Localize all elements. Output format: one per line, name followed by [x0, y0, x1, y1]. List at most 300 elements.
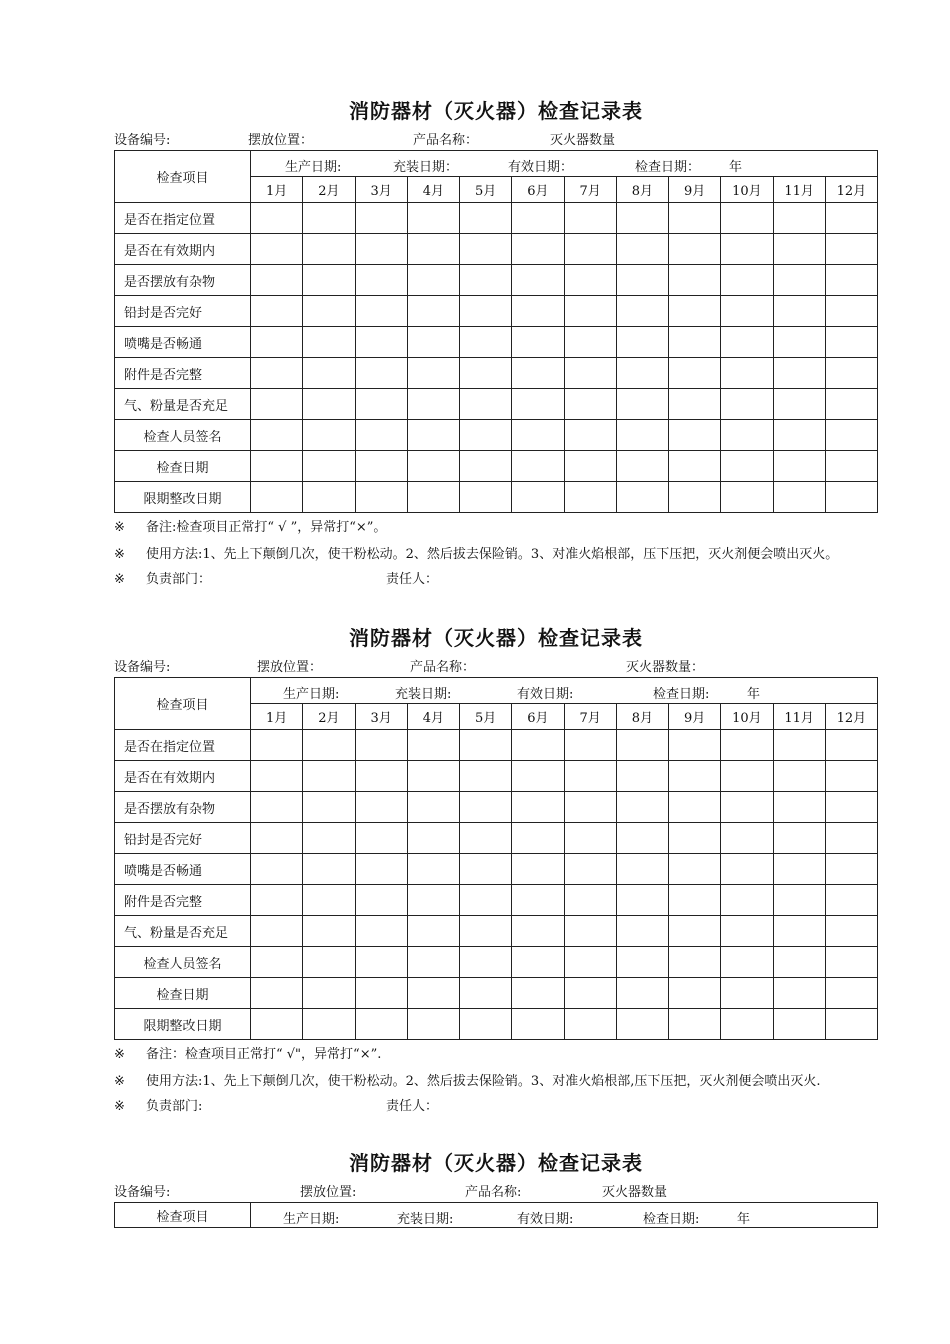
check-cell[interactable]	[355, 420, 407, 451]
check-cell[interactable]	[512, 358, 564, 389]
check-cell[interactable]	[512, 203, 564, 234]
check-cell[interactable]	[721, 358, 773, 389]
month-header: 9月	[669, 177, 721, 203]
check-cell[interactable]	[825, 327, 877, 358]
check-cell[interactable]	[355, 265, 407, 296]
check-cell[interactable]	[669, 296, 721, 327]
check-cell[interactable]	[512, 916, 564, 947]
product-name-label: 产品名称：	[413, 133, 479, 148]
production-date-label: 生产日期:	[283, 687, 340, 702]
check-cell[interactable]	[460, 296, 512, 327]
check-cell[interactable]	[303, 947, 355, 978]
check-cell[interactable]	[773, 234, 825, 265]
remark-text: 备注:检查项目正常打“ √ ”，异常打“×”。	[146, 520, 387, 535]
check-cell[interactable]	[669, 978, 721, 1009]
check-cell[interactable]	[407, 761, 459, 792]
check-cell[interactable]	[460, 203, 512, 234]
check-cell[interactable]	[564, 234, 616, 265]
check-cell[interactable]	[251, 420, 303, 451]
check-cell[interactable]	[460, 730, 512, 761]
check-cell[interactable]	[407, 482, 459, 513]
check-cell[interactable]	[303, 730, 355, 761]
check-cell[interactable]	[669, 420, 721, 451]
check-cell[interactable]	[825, 203, 877, 234]
check-cell[interactable]	[251, 854, 303, 885]
check-cell[interactable]	[721, 420, 773, 451]
check-cell[interactable]	[512, 947, 564, 978]
check-cell[interactable]	[460, 358, 512, 389]
check-cell[interactable]	[616, 947, 668, 978]
note-mark: ※	[114, 520, 125, 535]
check-cell[interactable]	[616, 203, 668, 234]
check-cell[interactable]	[251, 792, 303, 823]
row-label: 检查日期	[115, 451, 251, 482]
check-cell[interactable]	[355, 730, 407, 761]
check-cell[interactable]	[407, 389, 459, 420]
check-cell[interactable]	[460, 482, 512, 513]
check-cell[interactable]	[721, 1009, 773, 1040]
check-cell[interactable]	[407, 947, 459, 978]
check-cell[interactable]	[303, 978, 355, 1009]
row-label: 附件是否完整	[115, 358, 251, 389]
check-cell[interactable]	[512, 854, 564, 885]
check-cell[interactable]	[721, 296, 773, 327]
check-cell[interactable]	[251, 327, 303, 358]
check-cell[interactable]	[251, 389, 303, 420]
check-cell[interactable]	[564, 916, 616, 947]
table-row	[115, 482, 878, 513]
check-cell[interactable]	[251, 203, 303, 234]
check-cell[interactable]	[512, 420, 564, 451]
check-cell[interactable]	[773, 854, 825, 885]
check-cell[interactable]	[773, 327, 825, 358]
table-row	[115, 947, 878, 978]
check-cell[interactable]	[773, 792, 825, 823]
check-cell[interactable]	[460, 761, 512, 792]
check-cell[interactable]	[251, 761, 303, 792]
month-header: 12月	[825, 704, 877, 730]
table-row	[115, 389, 878, 420]
check-cell[interactable]	[251, 947, 303, 978]
check-cell[interactable]	[564, 389, 616, 420]
check-cell[interactable]	[721, 451, 773, 482]
check-cell[interactable]	[303, 916, 355, 947]
check-cell[interactable]	[564, 1009, 616, 1040]
inspect-item-header: 检查项目	[115, 151, 251, 203]
check-cell[interactable]	[773, 730, 825, 761]
quantity-label: 灭火器数量：	[626, 660, 705, 675]
check-cell[interactable]	[616, 761, 668, 792]
check-cell[interactable]	[669, 823, 721, 854]
check-cell[interactable]	[825, 234, 877, 265]
check-cell[interactable]	[407, 234, 459, 265]
check-cell[interactable]	[825, 296, 877, 327]
check-cell[interactable]	[669, 854, 721, 885]
check-cell[interactable]	[773, 296, 825, 327]
check-cell[interactable]	[407, 420, 459, 451]
check-cell[interactable]	[355, 451, 407, 482]
check-cell[interactable]	[616, 234, 668, 265]
remark-note	[114, 1042, 878, 1068]
check-cell[interactable]	[303, 389, 355, 420]
check-cell[interactable]	[251, 296, 303, 327]
check-cell[interactable]	[773, 947, 825, 978]
row-label: 限期整改日期	[115, 1009, 251, 1040]
check-cell[interactable]	[669, 389, 721, 420]
check-cell[interactable]	[721, 916, 773, 947]
table-row	[115, 854, 878, 885]
check-cell[interactable]	[512, 296, 564, 327]
check-cell[interactable]	[825, 482, 877, 513]
check-cell[interactable]	[616, 916, 668, 947]
check-cell[interactable]	[721, 978, 773, 1009]
check-cell[interactable]	[460, 916, 512, 947]
check-cell[interactable]	[825, 854, 877, 885]
check-cell[interactable]	[303, 482, 355, 513]
month-header: 7月	[564, 704, 616, 730]
row-label: 铅封是否完好	[115, 823, 251, 854]
check-cell[interactable]	[616, 358, 668, 389]
check-cell[interactable]	[721, 792, 773, 823]
check-cell[interactable]	[407, 730, 459, 761]
location-label: 摆放位置：	[257, 660, 323, 675]
usage-text: 使用方法:1、先上下颠倒几次，使干粉松动。2、然后拔去保险销。3、对准火焰根部，压下压把，灭火剂便会喷出灭火。	[146, 547, 839, 562]
check-cell[interactable]	[616, 978, 668, 1009]
check-cell[interactable]	[355, 358, 407, 389]
check-cell[interactable]	[825, 451, 877, 482]
check-cell[interactable]	[251, 885, 303, 916]
check-cell[interactable]	[303, 451, 355, 482]
check-cell[interactable]	[407, 823, 459, 854]
check-cell[interactable]	[407, 265, 459, 296]
check-cell[interactable]	[355, 234, 407, 265]
table-row	[115, 730, 878, 761]
row-label: 是否摆放有杂物	[115, 265, 251, 296]
check-cell[interactable]	[669, 234, 721, 265]
check-cell[interactable]	[564, 792, 616, 823]
year-label: 年	[747, 687, 761, 702]
check-cell[interactable]	[669, 730, 721, 761]
check-cell[interactable]	[773, 203, 825, 234]
check-cell[interactable]	[773, 389, 825, 420]
check-cell[interactable]	[512, 265, 564, 296]
check-cell[interactable]	[512, 978, 564, 1009]
check-cell[interactable]	[460, 792, 512, 823]
check-cell[interactable]	[407, 203, 459, 234]
check-cell[interactable]	[512, 327, 564, 358]
check-cell[interactable]	[721, 885, 773, 916]
check-cell[interactable]	[616, 265, 668, 296]
form-title: 消防器材（灭火器）检查记录表	[349, 99, 643, 123]
check-cell[interactable]	[407, 854, 459, 885]
check-cell[interactable]	[669, 761, 721, 792]
inspect-item-header: 检查项目	[115, 1203, 251, 1228]
check-cell[interactable]	[721, 482, 773, 513]
row-label: 铅封是否完好	[115, 296, 251, 327]
check-cell[interactable]	[669, 451, 721, 482]
check-cell[interactable]	[303, 1009, 355, 1040]
check-cell[interactable]	[355, 916, 407, 947]
check-cell[interactable]	[460, 1009, 512, 1040]
check-cell[interactable]	[669, 792, 721, 823]
check-cell[interactable]	[616, 792, 668, 823]
device-no-label: 设备编号:	[114, 133, 171, 148]
check-cell[interactable]	[669, 916, 721, 947]
check-cell[interactable]	[355, 947, 407, 978]
check-cell[interactable]	[460, 978, 512, 1009]
check-cell[interactable]	[773, 823, 825, 854]
check-cell[interactable]	[773, 916, 825, 947]
month-header: 6月	[512, 177, 564, 203]
check-cell[interactable]	[721, 730, 773, 761]
check-cell[interactable]	[721, 947, 773, 978]
check-cell[interactable]	[773, 885, 825, 916]
check-cell[interactable]	[407, 358, 459, 389]
check-cell[interactable]	[616, 327, 668, 358]
check-cell[interactable]	[721, 327, 773, 358]
check-cell[interactable]	[355, 792, 407, 823]
dates-header	[251, 1203, 878, 1228]
check-cell[interactable]	[669, 358, 721, 389]
check-cell[interactable]	[825, 978, 877, 1009]
check-cell[interactable]	[825, 947, 877, 978]
check-cell[interactable]	[303, 358, 355, 389]
check-cell[interactable]	[825, 823, 877, 854]
month-header: 1月	[251, 177, 303, 203]
form-meta	[114, 653, 878, 677]
check-cell[interactable]	[355, 885, 407, 916]
table-row	[115, 792, 878, 823]
check-cell[interactable]	[407, 327, 459, 358]
check-cell[interactable]	[669, 203, 721, 234]
check-cell[interactable]	[825, 916, 877, 947]
month-header: 8月	[616, 704, 668, 730]
quantity-label: 灭火器数量	[550, 133, 616, 148]
check-cell[interactable]	[512, 451, 564, 482]
check-cell[interactable]	[825, 885, 877, 916]
check-cell[interactable]	[251, 358, 303, 389]
check-cell[interactable]	[303, 761, 355, 792]
check-cell[interactable]	[825, 389, 877, 420]
check-cell[interactable]	[512, 389, 564, 420]
table-row	[115, 978, 878, 1009]
check-cell[interactable]	[825, 730, 877, 761]
check-cell[interactable]	[825, 1009, 877, 1040]
usage-note	[114, 541, 878, 567]
check-cell[interactable]	[251, 451, 303, 482]
check-cell[interactable]	[460, 327, 512, 358]
check-cell[interactable]	[251, 482, 303, 513]
check-cell[interactable]	[616, 1009, 668, 1040]
check-cell[interactable]	[251, 234, 303, 265]
check-cell[interactable]	[460, 234, 512, 265]
check-cell[interactable]	[355, 1009, 407, 1040]
dates-header	[251, 678, 878, 704]
check-cell[interactable]	[512, 823, 564, 854]
check-cell[interactable]	[303, 792, 355, 823]
check-cell[interactable]	[773, 1009, 825, 1040]
check-cell[interactable]	[616, 730, 668, 761]
check-cell[interactable]	[355, 823, 407, 854]
check-cell[interactable]	[407, 1009, 459, 1040]
check-cell[interactable]	[355, 389, 407, 420]
check-cell[interactable]	[773, 482, 825, 513]
check-cell[interactable]	[721, 203, 773, 234]
check-cell[interactable]	[355, 761, 407, 792]
check-cell[interactable]	[564, 947, 616, 978]
check-cell[interactable]	[251, 978, 303, 1009]
check-cell[interactable]	[616, 451, 668, 482]
check-cell[interactable]	[460, 885, 512, 916]
check-cell[interactable]	[460, 823, 512, 854]
check-cell[interactable]	[460, 389, 512, 420]
check-cell[interactable]	[616, 420, 668, 451]
check-cell[interactable]	[773, 358, 825, 389]
check-cell[interactable]	[460, 854, 512, 885]
check-cell[interactable]	[355, 978, 407, 1009]
check-cell[interactable]	[303, 854, 355, 885]
check-cell[interactable]	[460, 947, 512, 978]
check-cell[interactable]	[303, 203, 355, 234]
month-header: 12月	[825, 177, 877, 203]
check-cell[interactable]	[251, 730, 303, 761]
form-meta	[114, 1178, 878, 1202]
check-cell[interactable]	[564, 358, 616, 389]
check-cell[interactable]	[721, 823, 773, 854]
check-cell[interactable]	[616, 296, 668, 327]
check-cell[interactable]	[564, 451, 616, 482]
check-cell[interactable]	[303, 265, 355, 296]
check-cell[interactable]	[355, 327, 407, 358]
check-cell[interactable]	[564, 327, 616, 358]
month-header: 11月	[773, 704, 825, 730]
check-cell[interactable]	[773, 420, 825, 451]
check-cell[interactable]	[825, 792, 877, 823]
month-header: 2月	[303, 177, 355, 203]
check-cell[interactable]	[564, 854, 616, 885]
check-cell[interactable]	[407, 451, 459, 482]
table-row	[115, 358, 878, 389]
check-cell[interactable]	[721, 265, 773, 296]
check-cell[interactable]	[251, 916, 303, 947]
check-cell[interactable]	[564, 823, 616, 854]
dates-header-row	[115, 1203, 878, 1228]
check-cell[interactable]	[460, 265, 512, 296]
check-cell[interactable]	[251, 823, 303, 854]
row-label: 气、粉量是否充足	[115, 389, 251, 420]
check-date-label: 检查日期:	[653, 687, 710, 702]
form-meta	[114, 126, 878, 150]
check-cell[interactable]	[303, 296, 355, 327]
check-cell[interactable]	[355, 203, 407, 234]
check-cell[interactable]	[825, 761, 877, 792]
check-cell[interactable]	[512, 1009, 564, 1040]
check-cell[interactable]	[825, 420, 877, 451]
check-cell[interactable]	[721, 234, 773, 265]
check-cell[interactable]	[616, 885, 668, 916]
check-cell[interactable]	[564, 296, 616, 327]
check-cell[interactable]	[303, 420, 355, 451]
responsibility-note	[114, 567, 878, 593]
check-cell[interactable]	[616, 823, 668, 854]
check-cell[interactable]	[303, 327, 355, 358]
check-cell[interactable]	[407, 978, 459, 1009]
check-cell[interactable]	[251, 265, 303, 296]
check-cell[interactable]	[564, 482, 616, 513]
check-cell[interactable]	[355, 296, 407, 327]
check-cell[interactable]	[512, 482, 564, 513]
check-cell[interactable]	[564, 730, 616, 761]
fill-date-label: 充装日期:	[397, 1212, 454, 1227]
check-cell[interactable]	[773, 761, 825, 792]
check-cell[interactable]	[773, 451, 825, 482]
check-cell[interactable]	[512, 761, 564, 792]
check-cell[interactable]	[616, 482, 668, 513]
check-cell[interactable]	[512, 792, 564, 823]
check-cell[interactable]	[669, 947, 721, 978]
check-cell[interactable]	[460, 420, 512, 451]
check-cell[interactable]	[512, 885, 564, 916]
check-cell[interactable]	[616, 389, 668, 420]
check-cell[interactable]	[564, 978, 616, 1009]
year-label: 年	[737, 1212, 751, 1227]
dept-label: 负责部门:	[146, 1099, 203, 1114]
check-cell[interactable]	[825, 358, 877, 389]
check-cell[interactable]	[355, 854, 407, 885]
check-cell[interactable]	[303, 885, 355, 916]
check-cell[interactable]	[825, 265, 877, 296]
check-cell[interactable]	[721, 761, 773, 792]
inspection-form-2	[114, 623, 878, 1120]
check-cell[interactable]	[564, 203, 616, 234]
inspect-item-header: 检查项目	[115, 678, 251, 730]
check-cell[interactable]	[669, 482, 721, 513]
check-cell[interactable]	[460, 451, 512, 482]
check-cell[interactable]	[669, 885, 721, 916]
check-cell[interactable]	[721, 389, 773, 420]
check-cell[interactable]	[355, 482, 407, 513]
check-cell[interactable]	[564, 885, 616, 916]
check-cell[interactable]	[773, 265, 825, 296]
check-cell[interactable]	[669, 327, 721, 358]
check-cell[interactable]	[616, 854, 668, 885]
check-cell[interactable]	[407, 885, 459, 916]
location-label: 摆放位置：	[248, 133, 314, 148]
dates-header-row	[115, 151, 878, 177]
fill-date-label: 充装日期:	[395, 687, 452, 702]
check-cell[interactable]	[564, 761, 616, 792]
check-cell[interactable]	[669, 1009, 721, 1040]
check-cell[interactable]	[564, 420, 616, 451]
check-cell[interactable]	[407, 792, 459, 823]
check-cell[interactable]	[721, 854, 773, 885]
month-header: 3月	[355, 704, 407, 730]
note-mark: ※	[114, 1099, 125, 1114]
check-cell[interactable]	[251, 1009, 303, 1040]
check-cell[interactable]	[512, 730, 564, 761]
check-cell[interactable]	[407, 296, 459, 327]
check-cell[interactable]	[773, 978, 825, 1009]
row-label: 检查人员签名	[115, 947, 251, 978]
check-cell[interactable]	[303, 823, 355, 854]
check-cell[interactable]	[564, 265, 616, 296]
valid-date-label: 有效日期:	[517, 687, 574, 702]
row-label: 检查人员签名	[115, 420, 251, 451]
check-cell[interactable]	[512, 234, 564, 265]
check-cell[interactable]	[669, 265, 721, 296]
check-cell[interactable]	[303, 234, 355, 265]
check-cell[interactable]	[407, 916, 459, 947]
